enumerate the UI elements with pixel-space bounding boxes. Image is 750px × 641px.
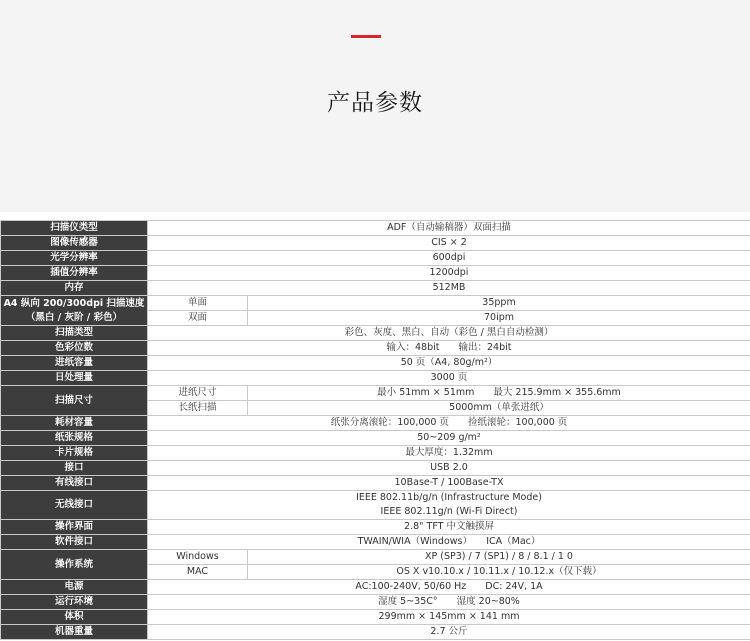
- row-value: 2.7 公斤: [148, 625, 750, 640]
- table-row: [1, 491, 750, 520]
- row-value: AC:100-240V, 50/60 Hz DC: 24V, 1A: [148, 580, 750, 595]
- row-label: 扫描类型: [1, 326, 148, 341]
- row-value: 512MB: [148, 281, 750, 296]
- row-label: 进纸容量: [1, 356, 148, 371]
- row-value: 湿度 5~35C° 湿度 20~80%: [148, 595, 750, 610]
- row-label: 卡片规格: [1, 446, 148, 461]
- table-row: [1, 251, 750, 266]
- row-label: 纸张规格: [1, 431, 148, 446]
- row-value-line: IEEE 802.11g/n (Wi-Fi Direct): [380, 506, 518, 517]
- row-label: 电源: [1, 580, 148, 595]
- table-row: [1, 281, 750, 296]
- sub-label: 双面: [148, 311, 248, 326]
- table-row: [1, 520, 750, 535]
- row-value: 5000mm（单张进纸）: [248, 401, 750, 416]
- table-row: [1, 535, 750, 550]
- row-label: 体积: [1, 610, 148, 625]
- row-label: 接口: [1, 461, 148, 476]
- row-value: 纸张分离滚轮：100,000 页 捡纸滚轮：100,000 页: [148, 416, 750, 431]
- row-label: 内存: [1, 281, 148, 296]
- row-value: 3000 页: [148, 371, 750, 386]
- spec-table: [0, 220, 750, 640]
- row-label: 有线接口: [1, 476, 148, 491]
- table-row: [1, 386, 750, 401]
- row-label: 无线接口: [1, 491, 148, 520]
- row-value: 70ipm: [248, 311, 750, 326]
- row-value: 299mm × 145mm × 141 mm: [148, 610, 750, 625]
- row-value: 600dpi: [148, 251, 750, 266]
- table-row: [1, 595, 750, 610]
- table-row: [1, 431, 750, 446]
- table-row: [1, 446, 750, 461]
- row-label: 运行环境: [1, 595, 148, 610]
- row-value: 2.8" TFT 中文触摸屏: [148, 520, 750, 535]
- row-label: 扫描仪类型: [1, 221, 148, 236]
- table-row: [1, 550, 750, 565]
- row-value: [148, 491, 750, 520]
- sub-label: 进纸尺寸: [148, 386, 248, 401]
- sub-label: Windows: [148, 550, 248, 565]
- row-label-line: A4 纵向 200/300dpi 扫描速度: [3, 297, 145, 309]
- row-value: 10Base-T / 100Base-TX: [148, 476, 750, 491]
- row-value: 50~209 g/m²: [148, 431, 750, 446]
- table-row: [1, 221, 750, 236]
- row-value: 最大厚度：1.32mm: [148, 446, 750, 461]
- table-row: [1, 610, 750, 625]
- row-label: 色彩位数: [1, 341, 148, 356]
- row-label: 图像传感器: [1, 236, 148, 251]
- sub-label: 长纸扫描: [148, 401, 248, 416]
- table-row: [1, 296, 750, 311]
- row-value: OS X v10.10.x / 10.11.x / 10.12.x（仅下载）: [248, 565, 750, 580]
- row-label: 扫描尺寸: [1, 386, 148, 416]
- row-value: 输入：48bit 输出：24bit: [148, 341, 750, 356]
- row-value: 35ppm: [248, 296, 750, 311]
- sub-label: 单面: [148, 296, 248, 311]
- row-value: 彩色、灰度、黑白、自动（彩色 / 黑白自动检测）: [148, 326, 750, 341]
- table-row: [1, 356, 750, 371]
- header-banner: [0, 0, 750, 212]
- table-row: [1, 326, 750, 341]
- row-value: 最小 51mm × 51mm 最大 215.9mm × 355.6mm: [248, 386, 750, 401]
- table-row: [1, 625, 750, 640]
- table-row: [1, 416, 750, 431]
- row-value: ADF（自动输稿器）双面扫描: [148, 221, 750, 236]
- row-value: TWAIN/WIA（Windows） ICA（Mac）: [148, 535, 750, 550]
- row-value: 50 页（A4, 80g/m²）: [148, 356, 750, 371]
- table-row: [1, 476, 750, 491]
- row-label: 操作系统: [1, 550, 148, 580]
- table-row: [1, 580, 750, 595]
- table-row: [1, 266, 750, 281]
- row-label: 日处理量: [1, 371, 148, 386]
- table-row: [1, 236, 750, 251]
- row-label: 耗材容量: [1, 416, 148, 431]
- table-row: [1, 341, 750, 356]
- row-value: XP (SP3) / 7 (SP1) / 8 / 8.1 / 1 0: [248, 550, 750, 565]
- row-value: USB 2.0: [148, 461, 750, 476]
- page-title: 产品参数: [327, 90, 423, 116]
- sub-label: MAC: [148, 565, 248, 580]
- row-value: 1200dpi: [148, 266, 750, 281]
- row-value-line: IEEE 802.11b/g/n (Infrastructure Mode): [356, 492, 542, 503]
- row-label: 软件接口: [1, 535, 148, 550]
- row-label: 机器重量: [1, 625, 148, 640]
- accent-bar: [351, 35, 381, 38]
- row-label: [1, 296, 148, 326]
- row-label-line: （黑白 / 灰阶 / 彩色）: [25, 311, 123, 323]
- table-row: [1, 461, 750, 476]
- row-value: CIS × 2: [148, 236, 750, 251]
- row-label: 插值分辨率: [1, 266, 148, 281]
- table-row: [1, 371, 750, 386]
- row-label: 操作界面: [1, 520, 148, 535]
- row-label: 光学分辨率: [1, 251, 148, 266]
